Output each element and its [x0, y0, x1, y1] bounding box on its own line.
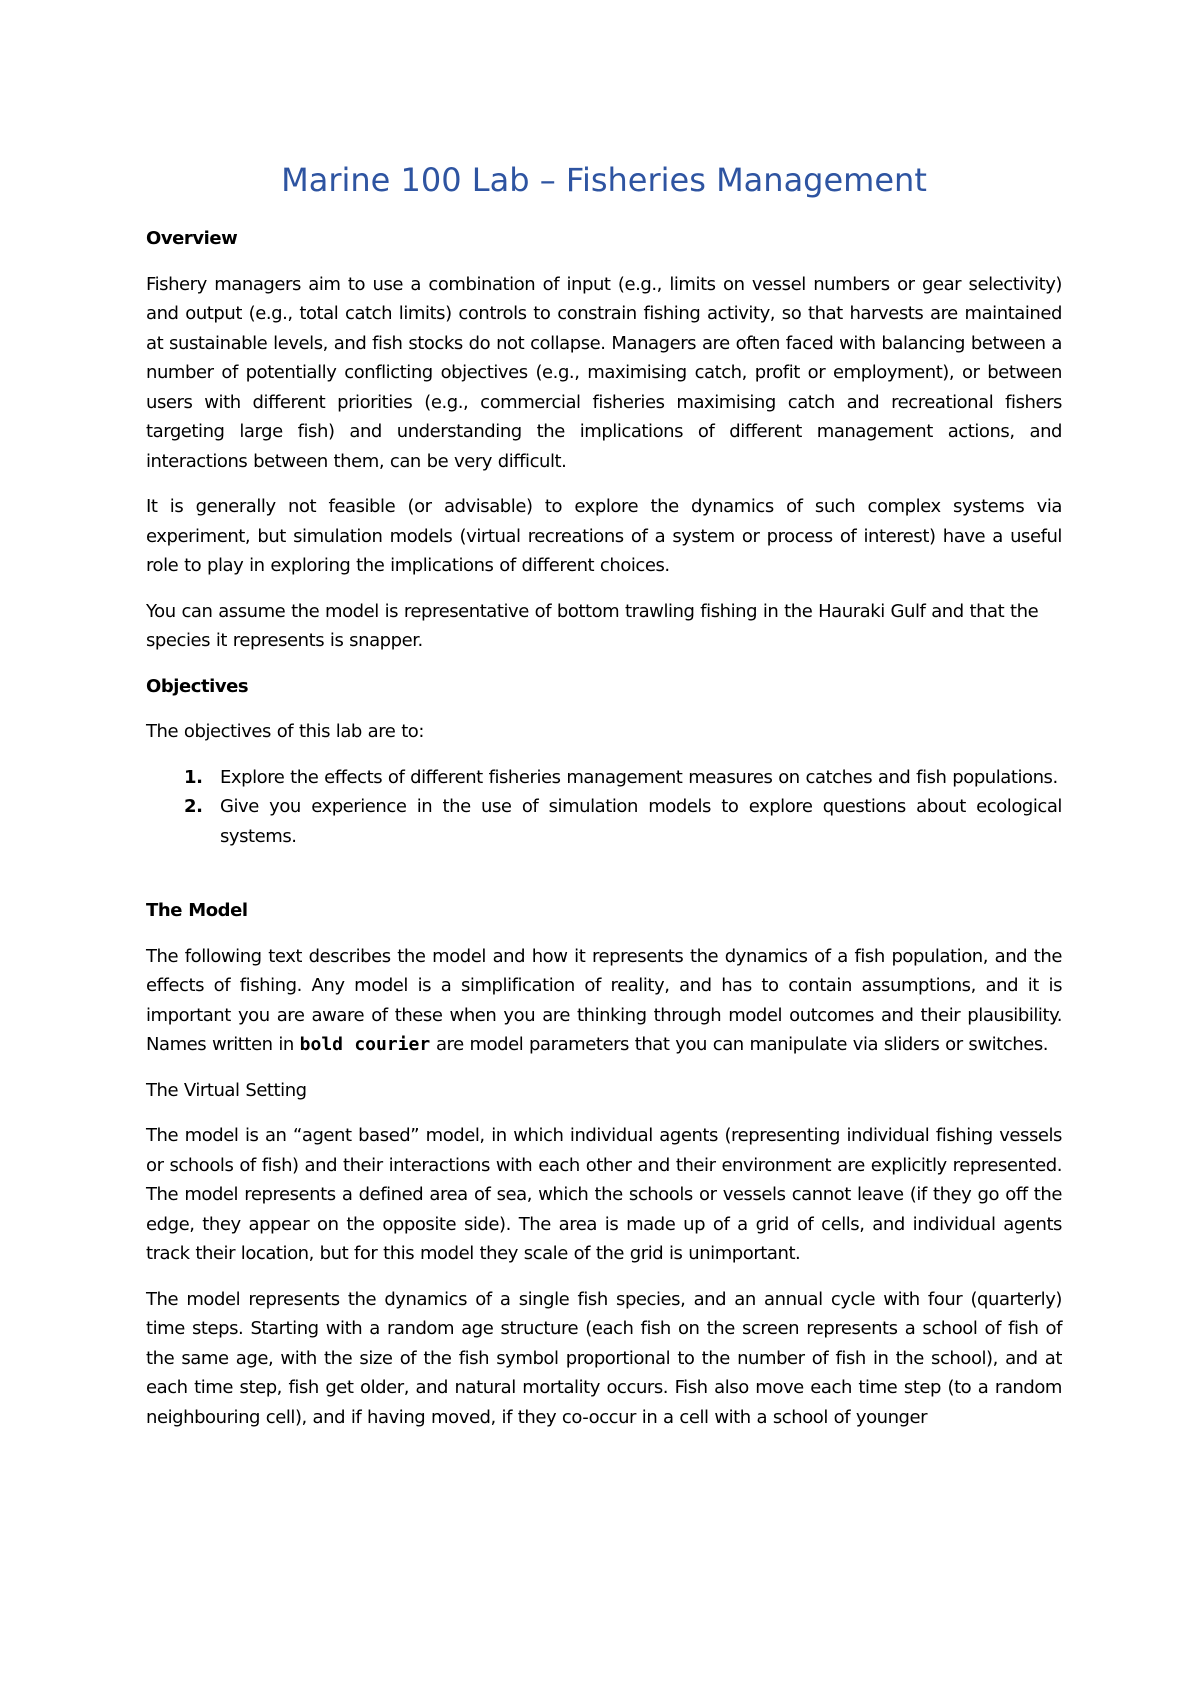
list-item-text: Give you experience in the use of simulation models to explore questions about ecological systems. — [220, 796, 1062, 847]
page-title: Marine 100 Lab – Fisheries Management — [281, 161, 927, 199]
objectives-list-item — [146, 763, 1062, 793]
objectives-list — [146, 763, 1062, 852]
section-spacer — [146, 867, 1062, 896]
model-heading: The Model — [146, 900, 248, 921]
overview-paragraph-2: It is generally not feasible (or advisable) to explore the dynamics of such complex systems via experiment, but simulation models (virtual recreations of a system or process of interest) have a useful role to play in exploring the implications of different choices. — [146, 496, 1062, 576]
overview-paragraph-3: You can assume the model is representative of bottom trawling fishing in the Hauraki Gulf and that the species it represents is snapper. — [146, 600, 1039, 651]
list-item-number: 1. — [184, 766, 203, 788]
objectives-heading: Objectives — [146, 675, 249, 697]
overview-heading: Overview — [146, 228, 238, 249]
virtual-setting-paragraph-1: The model is an “agent based” model, in which individual agents (representing individual fishing vessels or schools of fish) and their interactions with each other and their environment are explicitly represented. The model represents a defined area of sea, which the schools or vessels cannot leave (if they go off the edge, they appear on the opposite side). The area is made up of a grid of cells, and individual agents track their location, but for this model they scale of the grid is unimportant. — [146, 1125, 1062, 1264]
model-intro-text-before: The following text describes the model and how it represents the dynamics of a fish population, and the effects of fishing. Any model is a simplification of reality, and has to contain assumptions, and it is important you are aware of these when you are thinking through model outcomes and their plausibility. Names written in — [146, 945, 1062, 1055]
virtual-setting-paragraph-2: The model represents the dynamics of a single fish species, and an annual cycle with four (quarterly) time steps. Starting with a random age structure (each fish on the screen represents a school of fish of the same age, with the size of the fish symbol proportional to the number of fish in the school), and at each time step, fish get older, and natural mortality occurs. Fish also move each time step (to a random neighbouring cell), and if having moved, if they co-occur in a cell with a school of younger — [146, 1288, 1062, 1428]
list-item-number: 2. — [184, 796, 203, 817]
inline-code-example: bold courier — [299, 1034, 431, 1055]
objectives-intro: The objectives of this lab are to: — [146, 721, 424, 742]
objectives-list-item — [146, 792, 1062, 851]
document-body — [146, 160, 1062, 1448]
virtual-setting-heading: The Virtual Setting — [146, 1079, 307, 1101]
overview-paragraph-1: Fishery managers aim to use a combination of input (e.g., limits on vessel numbers or gear selectivity) and output (e.g., total catch limits) controls to constrain fishing activity, so that harvests are maintained at sustainable levels, and fish stocks do not collapse. Managers are often faced with balancing between a number of potentially conflicting objectives (e.g., maximising catch, profit or employment), or between users with different priorities (e.g., commercial fisheries maximising catch and recreational fishers targeting large fish) and understanding the implications of different management actions, and interactions between them, can be very difficult. — [146, 273, 1062, 472]
list-item-text: Explore the effects of different fisheries management measures on catches and fish populations. — [220, 766, 1058, 788]
model-intro-paragraph — [146, 942, 1062, 1060]
model-intro-text-after: are model parameters that you can manipulate via sliders or switches. — [430, 1034, 1049, 1055]
